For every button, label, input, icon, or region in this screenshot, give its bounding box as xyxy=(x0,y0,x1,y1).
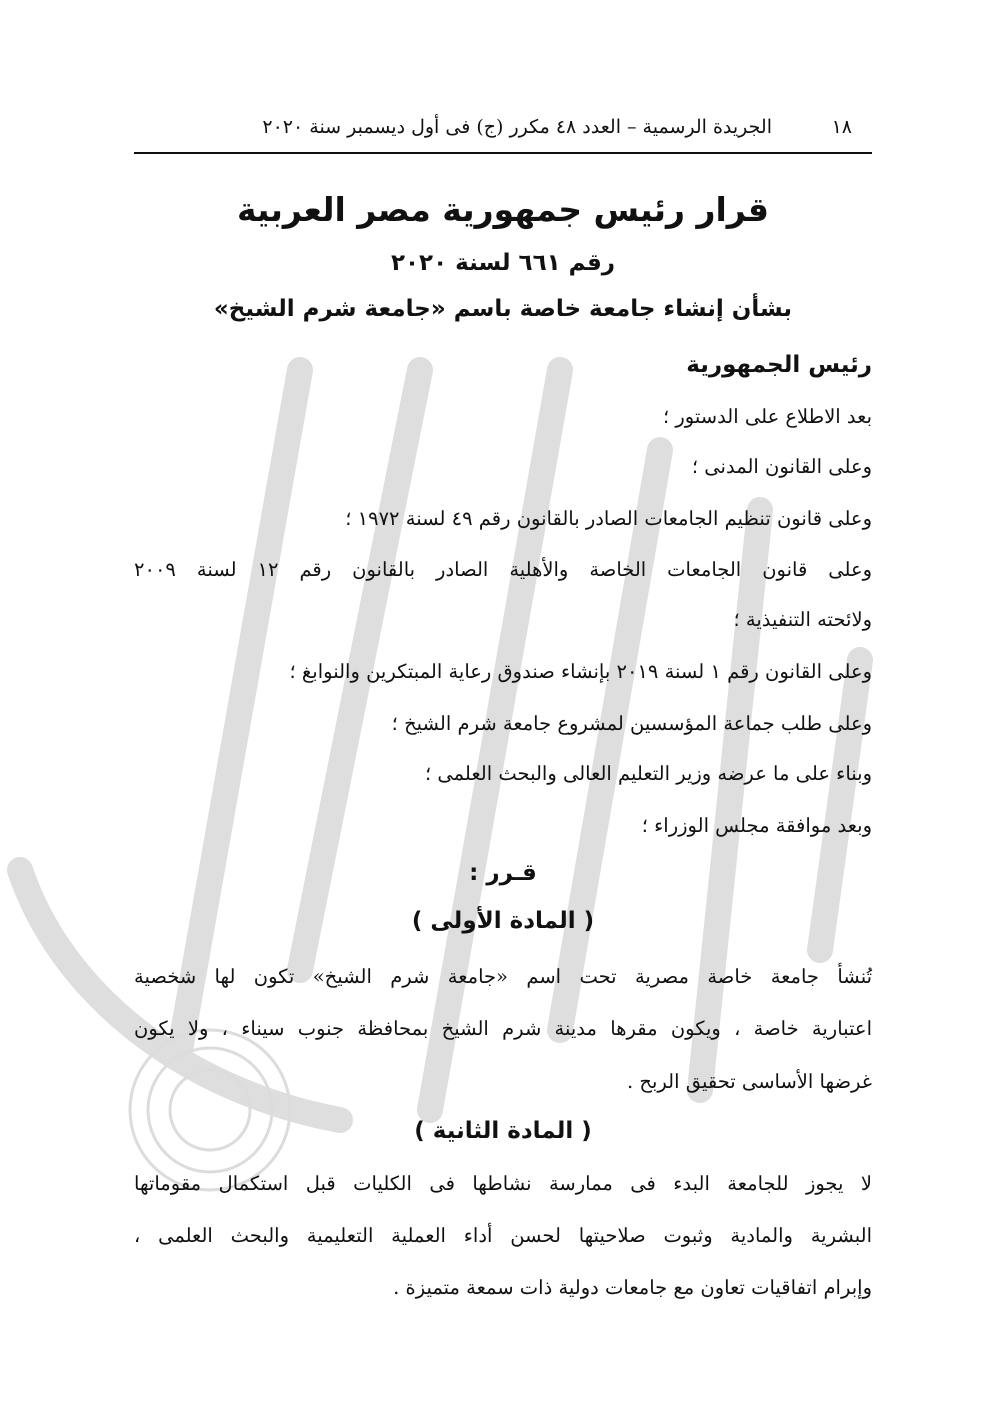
article-1-line: تُنشأ جامعة خاصة مصرية تحت اسم «جامعة شرم الشيخ» تكون لها شخصية xyxy=(134,965,872,988)
preamble-line: وبعد موافقة مجلس الوزراء ؛ xyxy=(641,814,872,837)
decree-number: رقم ٦٦١ لسنة ٢٠٢٠ xyxy=(390,250,616,276)
issuer-heading: رئيس الجمهورية xyxy=(686,352,872,378)
preamble-line: وعلى طلب جماعة المؤسسين لمشروع جامعة شرم الشيخ ؛ xyxy=(391,712,872,735)
article-2-heading: ( المادة الثانية ) xyxy=(414,1118,592,1144)
article-2-line: لا يجوز للجامعة البدء فى ممارسة نشاطها فى الكليات قبل استكمال مقوماتها xyxy=(134,1172,872,1195)
preamble-line: وعلى القانون رقم ١ لسنة ٢٠١٩ بإنشاء صندوق رعاية المبتكرين والنوابغ ؛ xyxy=(289,660,872,683)
preamble-line: وبناء على ما عرضه وزير التعليم العالى والبحث العلمى ؛ xyxy=(425,762,872,785)
page-number: ١٨ xyxy=(831,116,852,138)
preamble-line: بعد الاطلاع على الدستور ؛ xyxy=(662,405,872,428)
article-1-heading: ( المادة الأولى ) xyxy=(411,908,595,934)
decree-subject: بشأن إنشاء جامعة خاصة باسم «جامعة شرم الشيخ» xyxy=(213,296,793,322)
preamble-line: وعلى قانون تنظيم الجامعات الصادر بالقانون رقم ٤٩ لسنة ١٩٧٢ ؛ xyxy=(345,507,872,530)
article-1-line: اعتبارية خاصة ، ويكون مقرها مدينة شرم الشيخ بمحافظة جنوب سيناء ، ولا يكون xyxy=(134,1017,872,1040)
article-2-line: وإبرام اتفاقيات تعاون مع جامعات دولية ذات سمعة متميزة . xyxy=(393,1276,872,1299)
preamble-line: وعلى قانون الجامعات الخاصة والأهلية الصادر بالقانون رقم ١٢ لسنة ٢٠٠٩ xyxy=(134,558,873,581)
article-2-line: البشرية والمادية وثبوت صلاحيتها لحسن أداء العملية التعليمية والبحث العلمى ، xyxy=(134,1224,872,1247)
article-1-line: غرضها الأساسى تحقيق الربح . xyxy=(626,1070,872,1093)
decided-heading: قـرر : xyxy=(469,860,537,886)
running-header xyxy=(134,112,852,148)
preamble-line: ولائحته التنفيذية ؛ xyxy=(733,608,872,631)
preamble-line: وعلى القانون المدنى ؛ xyxy=(691,455,872,478)
decree-title: قرار رئيس جمهورية مصر العربية xyxy=(237,190,769,229)
running-title: الجريدة الرسمية – العدد ٤٨ مكرر (ج) فى أول ديسمبر سنة ٢٠٢٠ xyxy=(262,116,772,138)
header-rule xyxy=(134,152,872,154)
